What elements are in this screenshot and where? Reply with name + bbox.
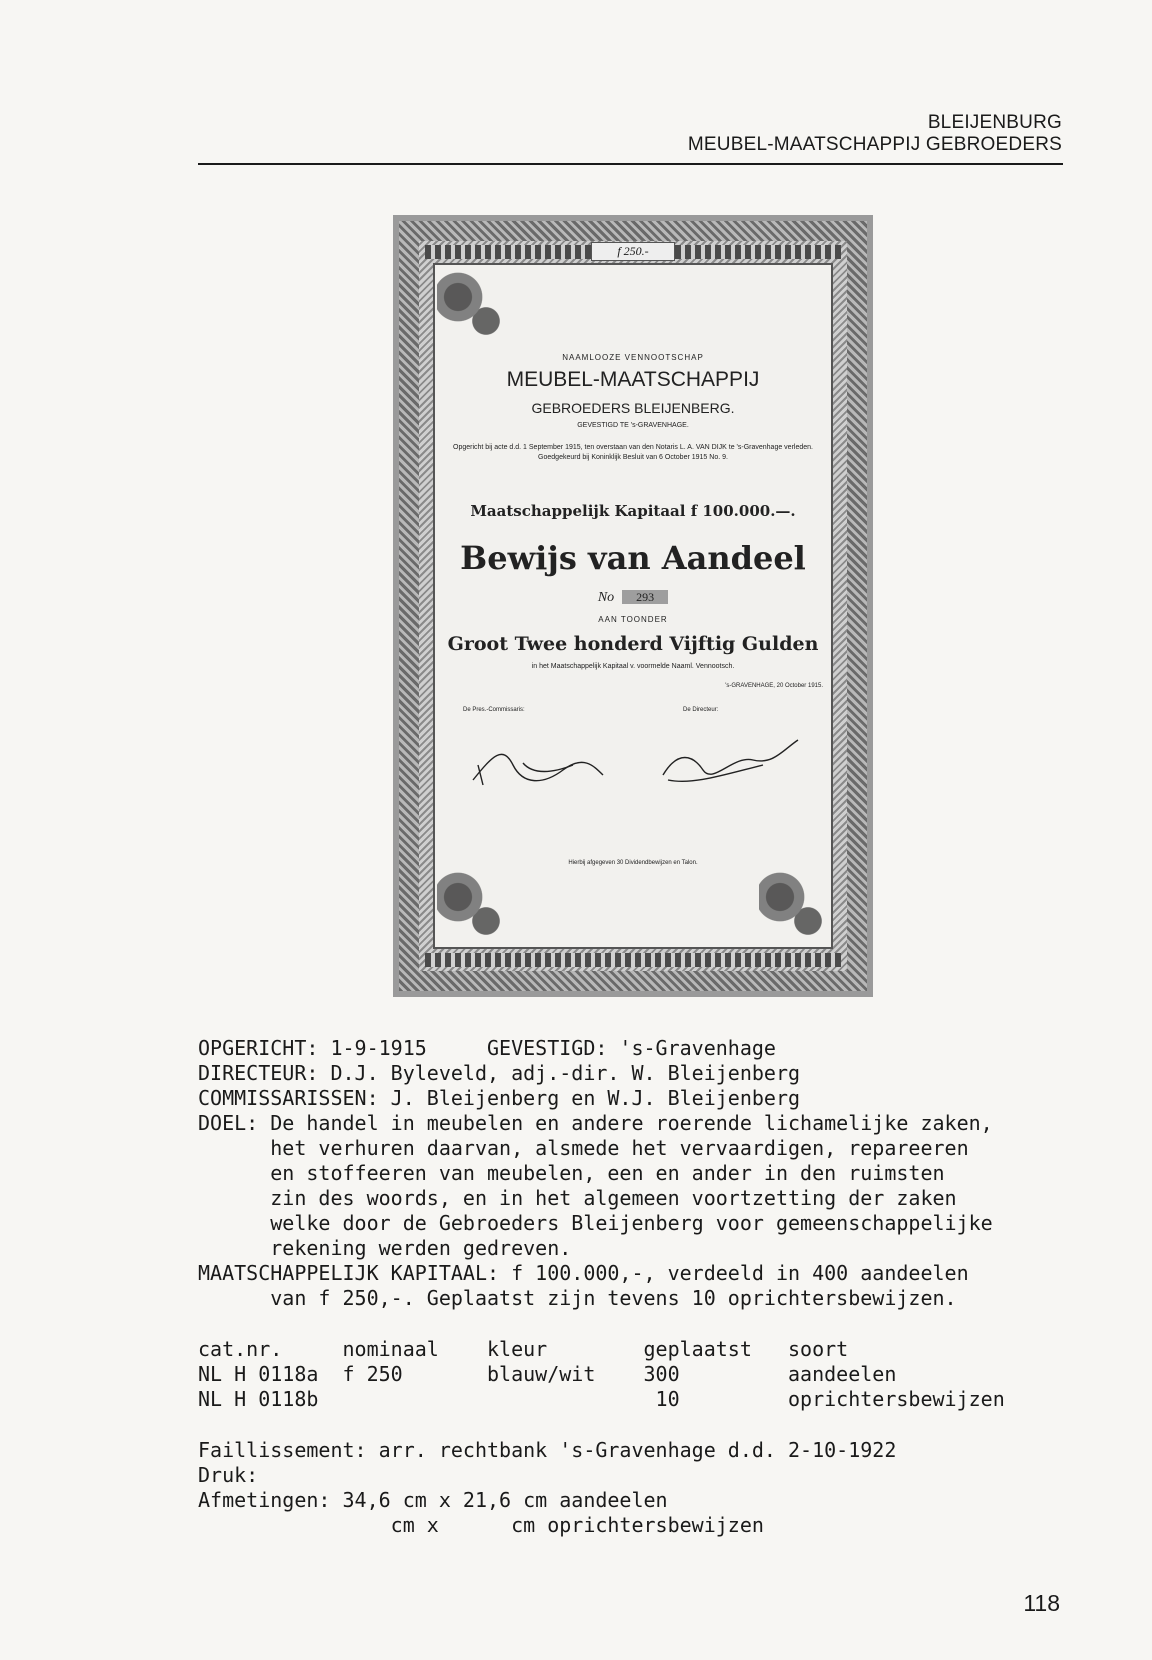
header-line-1: BLEIJENBURG	[927, 112, 1062, 133]
info-director: DIRECTEUR: D.J. Byleveld, adj.-dir. W. Bleijenberg	[198, 1061, 801, 1085]
info-kapitaal-1: MAATSCHAPPELIJK KAPITAAL: f 100.000,-, verdeeld in 400 aandeelen	[198, 1261, 969, 1285]
certificate-value-box: f 250.-	[591, 242, 675, 261]
footer-afmetingen-2: cm x cm oprichtersbewijzen	[198, 1513, 764, 1537]
cert-number-label: No	[597, 590, 615, 605]
corner-ornament-bottom-left	[437, 865, 507, 945]
cert-company-name: MEUBEL-MAATSCHAPPIJ	[506, 368, 760, 391]
header-line-2: MEUBEL-MAATSCHAPPIJ GEBROEDERS	[687, 134, 1062, 155]
header-rule	[198, 163, 1063, 165]
info-doel-6: rekening werden gedreven.	[198, 1236, 572, 1260]
certificate-bottom-stripe	[425, 953, 841, 967]
cert-company-type: NAAMLOOZE VENNOOTSCHAP	[562, 353, 704, 362]
table-row: NL H 0118a f 250 blauw/wit 300 aandeelen	[198, 1362, 897, 1386]
cert-number: 293	[622, 590, 668, 604]
footer-afmetingen-1: Afmetingen: 34,6 cm x 21,6 cm aandeelen	[198, 1488, 668, 1512]
footer-faillissement: Faillissement: arr. rechtbank 's-Gravenhage d.d. 2-10-1922	[198, 1438, 897, 1462]
cert-number-line	[433, 590, 833, 606]
cert-date: 's-GRAVENHAGE, 20 October 1915.	[725, 683, 823, 689]
info-doel-4: zin des woords, en in het algemeen voortzetting der zaken	[198, 1186, 957, 1210]
cert-bearer: AAN TOONDER	[598, 615, 668, 624]
corner-ornament-top-left	[437, 265, 507, 345]
cert-commissioner-label: De Pres.-Commissaris:	[463, 707, 525, 713]
cert-title: Bewijs van Aandeel	[460, 539, 806, 577]
cert-amount: Groot Twee honderd Vijftig Gulden	[447, 633, 819, 655]
certificate-signatures	[463, 735, 803, 795]
cert-capital-note: in het Maatschappelijk Kapitaal v. voormelde Naaml. Vennootsch.	[531, 663, 735, 670]
info-commissioners: COMMISSARISSEN: J. Bleijenberg en W.J. Bleijenberg	[198, 1086, 801, 1110]
certificate-inner-panel	[433, 263, 833, 949]
cert-dividend-note: Hierbij afgegeven 30 Dividendbewijzen en Talon.	[568, 860, 698, 866]
table-row: NL H 0118b 10 oprichtersbewijzen	[198, 1387, 1005, 1411]
page-number: 118	[1023, 1590, 1060, 1616]
info-kapitaal-2: van f 250,-. Geplaatst zijn tevens 10 oprichtersbewijzen.	[198, 1286, 957, 1310]
cert-location: GEVESTIGD TE 's-GRAVENHAGE.	[577, 422, 689, 429]
corner-ornament-bottom-right	[759, 865, 829, 945]
info-founded: OPGERICHT: 1-9-1915 GEVESTIGD: 's-Gravenhage	[198, 1036, 776, 1060]
cert-director-label: De Directeur:	[683, 707, 719, 713]
cert-founding-text: Opgericht bij acte d.d. 1 September 1915, ten overstaan van den Notaris L. A. VAN DIJK te 's-Gravenhage verleden. Goedgekeurd bij Koninklijk Besluit van 6 October 1915 No. 9.	[453, 444, 813, 461]
info-doel-1: DOEL: De handel in meubelen en andere roerende lichamelijke zaken,	[198, 1111, 993, 1135]
footer-druk: Druk:	[198, 1463, 259, 1487]
table-header: cat.nr. nominaal kleur geplaatst soort	[198, 1337, 849, 1361]
info-doel-5: welke door de Gebroeders Bleijenberg voor gemeenschappelijke	[198, 1211, 993, 1235]
info-doel-3: en stoffeeren van meubelen, een en ander in den ruimsten	[198, 1161, 945, 1185]
info-doel-2: het verhuren daarvan, alsmede het vervaardigen, repareeren	[198, 1136, 969, 1160]
cert-company-subname: GEBROEDERS BLEIJENBERG.	[531, 400, 735, 416]
page-header	[688, 112, 1062, 156]
cert-capital: Maatschappelijk Kapitaal f 100.000.—.	[470, 502, 796, 520]
share-certificate-image	[393, 215, 873, 997]
